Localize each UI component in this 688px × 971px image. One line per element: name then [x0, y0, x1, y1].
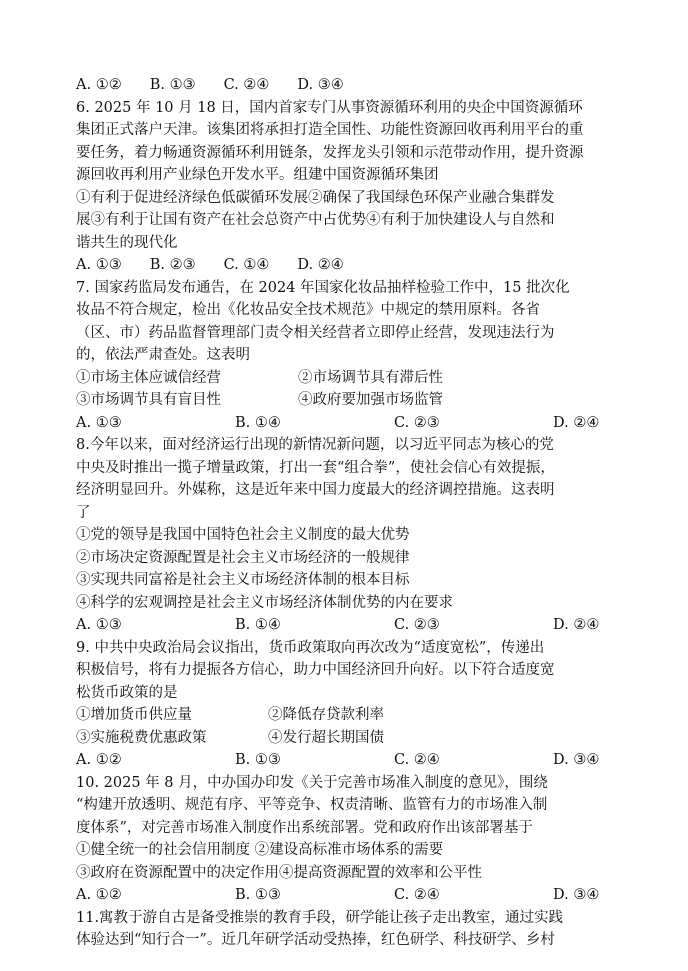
- statement-item: ②市场决定资源配置是社会主义市场经济的一般规律: [76, 549, 410, 566]
- option-a: A. ①③: [76, 414, 122, 431]
- option-b: B. ①③: [235, 887, 281, 903]
- statement-row: [76, 367, 616, 390]
- question-text: 的，依法严肃查处。这表明: [76, 347, 250, 363]
- option-b: B. ①③: [149, 77, 196, 93]
- option-c: C. ①④: [223, 257, 270, 273]
- question-7: [76, 277, 616, 435]
- statement-row: [76, 727, 616, 750]
- option-a: A. ①②: [76, 752, 122, 768]
- option-a: A. ①②: [76, 887, 122, 903]
- question-text: （区、市）药品监督管理部门责令相关经营者立即停止经营，发现违法行为: [76, 324, 555, 341]
- question-11: [76, 907, 616, 952]
- option-c: C. ②③: [394, 617, 440, 633]
- q7-options: [76, 412, 616, 435]
- q5-options: [76, 74, 616, 97]
- statement-item: ①健全统一的社会信用制度 ②建设高标准市场体系的需要: [76, 842, 444, 858]
- question-text: 了: [76, 504, 91, 521]
- option-b: B. ②③: [149, 257, 196, 273]
- option-d: D. ③④: [297, 77, 344, 93]
- option-c: C. ②③: [394, 414, 440, 431]
- statement-item: ①增加货币供应量: [76, 707, 192, 723]
- option-b: B. ①④: [235, 617, 281, 633]
- exam-page: [76, 74, 616, 952]
- question-text: 7. 国家药监局发布通告，在 2024 年国家化妆品抽样检验工作中，15 批次化: [76, 279, 570, 296]
- statement-item: ③市场调节具有盲目性: [76, 392, 221, 408]
- option-b: B. ①③: [235, 752, 281, 768]
- option-c: C. ②④: [223, 77, 270, 93]
- statement-item: ①市场主体应诚信经营: [76, 369, 221, 386]
- option-d: D. ③④: [553, 752, 600, 768]
- question-text: 源回收再利用产业绿色开发水平。组建中国资源循环集团: [76, 167, 439, 183]
- question-8: [76, 434, 616, 637]
- statement-item: ③实施税费优惠政策: [76, 729, 207, 746]
- question-10: [76, 772, 616, 907]
- q9-options: [76, 749, 616, 772]
- option-d: D. ③④: [553, 887, 600, 903]
- option-b: B. ①④: [235, 414, 281, 431]
- question-text: 9. 中共中央政治局会议指出，货币政策取向再次改为“适度宽松”，传递出: [76, 639, 545, 656]
- question-text: 经济明显回升。外媒称，这是近年来中国力度最大的经济调控措施。这表明: [76, 482, 555, 498]
- statement-item: ④政府要加强市场监管: [298, 392, 443, 408]
- statement-item: ③实现共同富裕是社会主义市场经济体制的根本目标: [76, 572, 410, 588]
- statement-row: [76, 389, 616, 412]
- statement-text: 谐共生的现代化: [76, 234, 178, 251]
- question-6: [76, 97, 616, 277]
- option-c: C. ②④: [394, 887, 440, 903]
- statement-item: ③政府在资源配置中的决定作用④提高资源配置的效率和公平性: [76, 864, 482, 881]
- statement-text: ①有利于促进经济绿色低碳循环发展②确保了我国绿色环保产业融合集群发: [76, 189, 555, 206]
- question-text: 要任务，着力畅通资源循环利用链条，发挥龙头引领和示范带动作用，提升资源: [76, 144, 584, 161]
- option-d: D. ②④: [297, 257, 344, 273]
- option-a: A. ①③: [76, 617, 122, 633]
- option-c: C. ②④: [394, 752, 440, 768]
- question-text: 6. 2025 年 10 月 18 日，国内首家专门从事资源循环利用的央企中国资源循环: [76, 99, 583, 116]
- question-text: 积极信号，将有力提振各方信心，助力中国经济回升向好。以下符合适度宽: [76, 662, 555, 678]
- statement-item: ②市场调节具有滞后性: [298, 369, 443, 386]
- option-d: D. ②④: [553, 617, 600, 633]
- q10-options: [76, 884, 616, 907]
- statement-item: ④科学的宏观调控是社会主义市场经济体制优势的内在要求: [76, 594, 453, 611]
- statement-item: ④发行超长期国债: [268, 729, 384, 746]
- question-9: [76, 637, 616, 772]
- question-text: 体验达到“知行合一”。近几年研学活动受热捧，红色研学、科技研学、乡村: [76, 932, 555, 948]
- question-text: 11.寓教于游自古是备受推崇的教育手段，研学能让孩子走出教室，通过实践: [76, 909, 564, 926]
- question-text: “构建开放透明、规范有序、平等竞争、权责清晰、监管有力的市场准入制: [76, 797, 548, 813]
- question-text: 度体系”，对完善市场准入制度作出系统部署。党和政府作出该部署基于: [76, 819, 533, 836]
- question-text: 妆品不符合规定，检出《化妆品安全技术规范》中规定的禁用原料。各省: [76, 302, 540, 318]
- question-text: 松货币政策的是: [76, 684, 178, 701]
- option-d: D. ②④: [553, 414, 600, 431]
- q8-options: [76, 614, 616, 637]
- question-text: 10. 2025 年 8 月，中办国办印发《关于完善市场准入制度的意见》，围绕: [76, 774, 548, 791]
- statement-item: ②降低存贷款利率: [268, 707, 384, 723]
- q6-options: [76, 254, 616, 277]
- option-a: A. ①②: [76, 77, 122, 93]
- statement-item: ①党的领导是我国中国特色社会主义制度的最大优势: [76, 527, 410, 543]
- statement-row: [76, 704, 616, 727]
- question-text: 集团正式落户天津。该集团将承担打造全国性、功能性资源回收再利用平台的重: [76, 122, 584, 138]
- option-a: A. ①③: [76, 257, 122, 273]
- statement-text: 展③有利于让国有资产在社会总资产中占优势④有利于加快建设人与自然和: [76, 212, 555, 228]
- question-text: 中央及时推出一揽子增量政策，打出一套“组合拳”，使社会信心有效提振，: [76, 459, 555, 476]
- question-text: 8.今年以来，面对经济运行出现的新情况新问题，以习近平同志为核心的党: [76, 437, 554, 453]
